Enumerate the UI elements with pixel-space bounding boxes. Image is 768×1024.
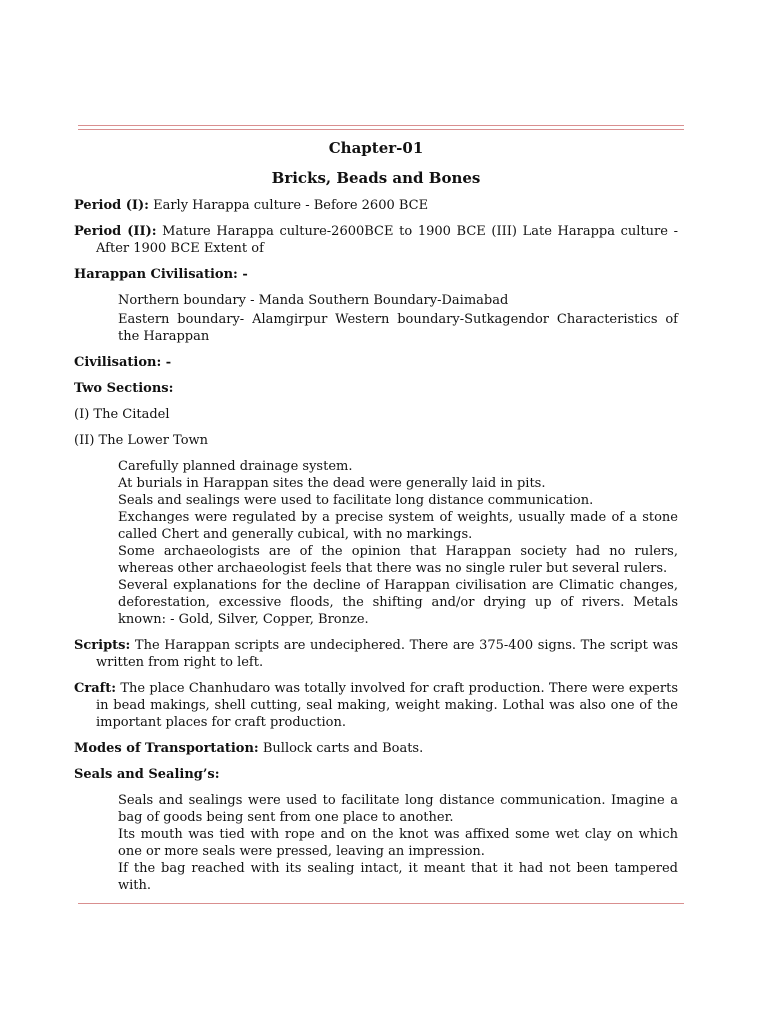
chapter-number: Chapter-01 [328, 139, 424, 157]
document-body [74, 138, 678, 903]
list-item: Exchanges were regulated by a precise system of weights, usually made of a stone called Chert and generally cubical, with no markings. [118, 510, 678, 542]
period-2-text: Mature Harappa culture-2600BCE to 1900 BCE (III) Late Harappa culture - After 1900 BCE Extent of [96, 224, 678, 256]
footer-rule [78, 903, 684, 904]
boundaries-list [118, 292, 678, 345]
harappan-heading: Harappan Civilisation: - [74, 267, 248, 282]
list-item: If the bag reached with its sealing intact, it meant that it had not been tampered with. [118, 861, 678, 893]
civilisation-heading: Civilisation: - [74, 355, 172, 370]
period-1 [74, 197, 678, 214]
transport-text: Bullock carts and Boats. [258, 741, 424, 756]
list-item: Eastern boundary- Alamgirpur Western boundary-Sutkagendor Characteristics of the Harappan [118, 312, 678, 344]
section-lower-town: (II) The Lower Town [74, 433, 209, 448]
section-citadel: (I) The Citadel [74, 407, 170, 422]
scripts-label: Scripts: [74, 638, 131, 653]
chapter-title: Bricks, Beads and Bones [271, 169, 481, 187]
period-2-label: Period (II): [74, 224, 157, 239]
header-rule [78, 125, 684, 130]
list-item: Its mouth was tied with rope and on the knot was affixed some wet clay on which one or more seals were pressed, leaving an impression. [118, 827, 678, 859]
seals-heading: Seals and Sealing’s: [74, 767, 220, 782]
scripts [74, 637, 678, 671]
transport [74, 740, 678, 757]
list-item: At burials in Harappan sites the dead were generally laid in pits. [118, 476, 546, 491]
scripts-text: The Harappan scripts are undeciphered. There are 375-400 signs. The script was written from right to left. [96, 638, 678, 670]
period-1-text: Early Harappa culture - Before 2600 BCE [148, 198, 429, 213]
craft-text: The place Chanhudaro was totally involved for craft production. There were experts in bead makings, shell cutting, seal making, weight making. Lothal was also one of the important places for craft production. [96, 681, 678, 730]
list-item: Northern boundary - Manda Southern Boundary-Daimabad [118, 293, 509, 308]
characteristics-list [118, 458, 678, 628]
list-item: Seals and sealings were used to facilitate long distance communication. Imagine a bag of goods being sent from one place to another. [118, 793, 678, 825]
period-2 [74, 223, 678, 257]
seals-list [118, 792, 678, 894]
list-item: Some archaeologists are of the opinion that Harappan society had no rulers, whereas other archaeologist feels that there was no single ruler but several rulers. [118, 544, 678, 576]
craft [74, 680, 678, 731]
list-item: Carefully planned drainage system. [118, 459, 353, 474]
period-1-label: Period (I): [74, 198, 149, 213]
list-item: Seals and sealings were used to facilitate long distance communication. [118, 493, 594, 508]
two-sections-heading: Two Sections: [74, 381, 174, 396]
craft-label: Craft: [74, 681, 117, 696]
transport-label: Modes of Transportation: [74, 741, 259, 756]
list-item: Several explanations for the decline of Harappan civilisation are Climatic changes, deforestation, excessive floods, the shifting and/or drying up of rivers. Metals known: - Gold, Silver, Copper, Bronze. [118, 578, 678, 627]
